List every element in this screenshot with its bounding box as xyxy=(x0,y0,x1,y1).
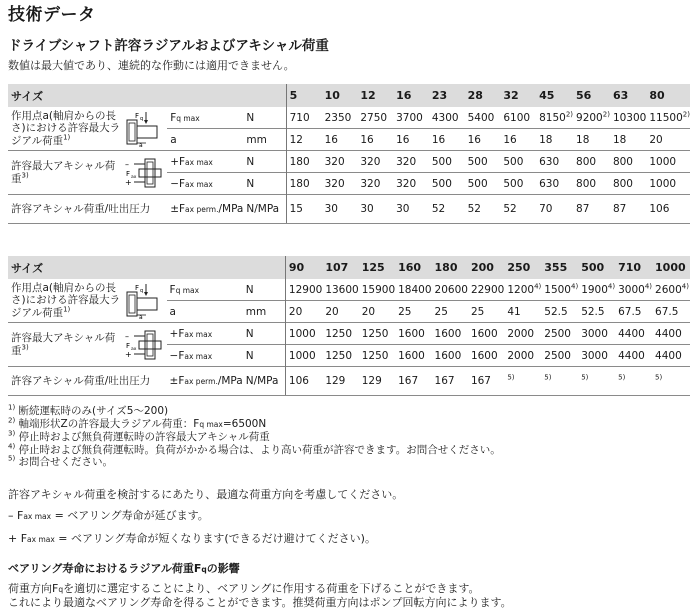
value-cell: 1900$^{4)}$ xyxy=(581,282,616,296)
value-cell: 106 xyxy=(285,367,322,396)
value-cell: 25 xyxy=(468,301,504,323)
value-cell: 25 xyxy=(432,301,468,323)
size-value: 107 xyxy=(322,256,358,279)
size-value: 32 xyxy=(500,84,536,107)
value-cell: 1600 xyxy=(395,345,431,367)
unit: N xyxy=(245,283,254,296)
size-value: 180 xyxy=(432,256,468,279)
value-cell: 20 xyxy=(322,301,358,323)
value-cell: 2000 xyxy=(504,323,541,345)
unit: N/MPa xyxy=(243,367,286,396)
value-cell: 1600 xyxy=(432,345,468,367)
row-label-axial-per-pressure: 許容アキシャル荷重/吐出圧力 xyxy=(8,195,167,224)
value-cell: 2350 xyxy=(324,111,352,124)
value-cell: 180 xyxy=(286,151,322,173)
value-cell: 15 xyxy=(286,195,322,224)
value-cell: 1500$^{4)}$ xyxy=(544,282,579,296)
size-value: 250 xyxy=(504,256,541,279)
symbol-fq-max: Fq max xyxy=(169,283,200,296)
value-cell: 11500$^{2)}$ xyxy=(649,110,690,124)
value-cell: 500 xyxy=(465,173,501,195)
value-cell: 500 xyxy=(500,173,536,195)
symbol-fax-perm: ±Fax perm./MPa xyxy=(167,195,243,224)
value-cell: 5) xyxy=(652,367,690,396)
value-cell: 52.5 xyxy=(578,301,615,323)
size-header: サイズ xyxy=(8,256,285,279)
value-cell: 800 xyxy=(610,173,646,195)
value-cell: 129 xyxy=(359,367,395,396)
value-cell: 800 xyxy=(573,173,610,195)
value-cell: 320 xyxy=(357,151,393,173)
value-cell: 8150$^{2)}$ xyxy=(539,110,574,124)
value-cell: 500 xyxy=(429,173,465,195)
size-value: 200 xyxy=(468,256,504,279)
axial-load-shaft-icon xyxy=(122,151,167,195)
value-cell: 800 xyxy=(610,151,646,173)
value-cell: 4300 xyxy=(431,111,459,124)
footnotes xyxy=(8,405,501,469)
size-value: 80 xyxy=(646,84,690,107)
value-cell: 18 xyxy=(573,129,610,151)
value-cell: 20 xyxy=(285,301,322,323)
value-cell: 320 xyxy=(322,173,358,195)
value-cell: 1000 xyxy=(646,173,690,195)
size-value: 12 xyxy=(357,84,393,107)
load-table-2 xyxy=(8,256,690,396)
value-cell: 320 xyxy=(357,173,393,195)
svg-text:ax: ax xyxy=(131,174,137,180)
value-cell: 5400 xyxy=(467,111,495,124)
value-cell: 5) xyxy=(504,367,541,396)
value-cell: 2600$^{4)}$ xyxy=(655,282,689,296)
value-cell: 30 xyxy=(393,195,429,224)
unit: N xyxy=(246,111,255,124)
symbol-minus-fax-max: −Fax max xyxy=(167,345,243,367)
value-cell: 13600 xyxy=(325,283,359,296)
value-cell: 67.5 xyxy=(615,301,652,323)
value-cell: 1200$^{4)}$ xyxy=(507,282,542,296)
value-cell: 1600 xyxy=(395,323,431,345)
value-cell: 87 xyxy=(573,195,610,224)
minus-axial-line: – Fax max = ベアリング寿命が延びます。 xyxy=(8,509,209,522)
value-cell: 5) xyxy=(541,367,578,396)
svg-text:–: – xyxy=(125,159,130,169)
size-value: 160 xyxy=(395,256,431,279)
value-cell: 180 xyxy=(286,173,322,195)
value-cell: 20 xyxy=(646,129,690,151)
footnote: $^{5)}$ お問合せください。 xyxy=(8,454,114,468)
value-cell: 16 xyxy=(465,129,501,151)
size-value: 90 xyxy=(285,256,322,279)
row-label-radial-load: 作用点a(軸肩からの長さ)における許容最大ラジアル荷重$^{1)}$ xyxy=(11,109,121,147)
svg-text:F: F xyxy=(125,341,130,350)
row-label-axial-per-pressure: 許容アキシャル荷重/吐出圧力 xyxy=(8,367,167,396)
value-cell: 4400 xyxy=(652,323,690,345)
value-cell: 5) xyxy=(578,367,615,396)
value-cell: 10300 xyxy=(612,111,647,124)
bearing-life-heading: ベアリング寿命におけるラジアル荷重Fqの影響 xyxy=(8,562,240,575)
radial-load-shaft-icon xyxy=(122,107,167,151)
value-cell: 800 xyxy=(573,151,610,173)
size-value: 1000 xyxy=(652,256,690,279)
value-cell: 1000 xyxy=(646,151,690,173)
load-table-1 xyxy=(8,84,690,224)
value-cell: 320 xyxy=(393,173,429,195)
size-value: 45 xyxy=(536,84,573,107)
intro-text: 数値は最大値であり、連続的な作動には適用できません。 xyxy=(8,59,295,72)
symbol-a: a xyxy=(167,129,243,151)
value-cell: 2000 xyxy=(504,345,541,367)
footnote: $^{4)}$ 停止時および無負荷運転時。負荷がかかる場合は、より高い荷重が許容できます。お問合せください。 xyxy=(8,442,501,456)
unit: N xyxy=(243,151,286,173)
section-title: ドライブシャフト許容ラジアルおよびアキシャル荷重 xyxy=(8,38,329,54)
symbol-a: a xyxy=(167,301,243,323)
value-cell: 20600 xyxy=(434,283,468,296)
symbol-fax-perm: ±Fax perm./MPa xyxy=(167,367,243,396)
value-cell: 6100 xyxy=(503,111,531,124)
value-cell: 22900 xyxy=(470,283,505,296)
bearing-paragraph-1: 荷重方向Fqを適切に選定することにより、ベアリングに作用する荷重を下げることができます。 xyxy=(8,582,480,595)
size-header: サイズ xyxy=(8,84,286,107)
value-cell: 52 xyxy=(500,195,536,224)
size-value: 355 xyxy=(541,256,578,279)
svg-text:a: a xyxy=(138,313,143,320)
value-cell: 1600 xyxy=(468,323,504,345)
value-cell: 16 xyxy=(357,129,393,151)
value-cell: 18 xyxy=(536,129,573,151)
value-cell: 1250 xyxy=(322,345,358,367)
value-cell: 710 xyxy=(286,107,322,129)
unit: mm xyxy=(243,129,286,151)
value-cell: 5) xyxy=(615,367,652,396)
svg-text:–: – xyxy=(124,331,129,341)
svg-text:q: q xyxy=(139,287,143,294)
row-label-axial-load: 許容最大アキシャル荷重$^{3)}$ xyxy=(8,151,122,195)
page-title: 技術データ xyxy=(8,5,96,25)
value-cell: 9200$^{2)}$ xyxy=(576,110,610,124)
value-cell: 167 xyxy=(395,367,431,396)
svg-text:+: + xyxy=(124,349,132,359)
value-cell: 1000 xyxy=(285,323,322,345)
bearing-paragraph-2: これにより最適なベアリング寿命を得ることができます。推奨荷重方向はポンプ回転方向によります。 xyxy=(8,596,512,609)
footnote: $^{2)}$ 軸端形状Zの許容最大ラジアル荷重：Fq max=6500N xyxy=(8,416,267,430)
svg-text:ax: ax xyxy=(130,346,137,352)
value-cell: 16 xyxy=(393,129,429,151)
value-cell: 500 xyxy=(429,151,465,173)
value-cell: 106 xyxy=(646,195,690,224)
value-cell: 1250 xyxy=(359,345,395,367)
value-cell: 3700 xyxy=(396,111,423,124)
value-cell: 52.5 xyxy=(541,301,578,323)
value-cell: 3000$^{4)}$ xyxy=(618,282,653,296)
unit: N xyxy=(243,323,286,345)
value-cell: 630 xyxy=(536,173,573,195)
symbol-plus-fax-max: +Fax max xyxy=(167,151,243,173)
value-cell: 1250 xyxy=(359,323,395,345)
value-cell: 1600 xyxy=(468,345,504,367)
value-cell: 25 xyxy=(395,301,431,323)
value-cell: 320 xyxy=(322,151,358,173)
footnote: $^{3)}$ 停止時および無負荷運転時の許容最大アキシャル荷重 xyxy=(8,429,270,443)
value-cell: 2500 xyxy=(541,323,578,345)
size-value: 10 xyxy=(322,84,358,107)
value-cell: 52 xyxy=(465,195,501,224)
svg-text:F: F xyxy=(135,111,140,120)
value-cell: 2500 xyxy=(541,345,578,367)
size-value: 16 xyxy=(393,84,429,107)
value-cell: 87 xyxy=(610,195,646,224)
size-value: 56 xyxy=(573,84,610,107)
symbol-plus-fax-max: +Fax max xyxy=(167,323,243,345)
value-cell: 16 xyxy=(429,129,465,151)
value-cell: 15900 xyxy=(361,283,396,296)
axial-note: 許容アキシャル荷重を検討するにあたり、最適な荷重方向を考慮してください。 xyxy=(8,488,404,501)
size-value: 28 xyxy=(465,84,501,107)
unit: N/MPa xyxy=(243,195,286,224)
value-cell: 167 xyxy=(468,367,504,396)
size-value: 23 xyxy=(429,84,465,107)
value-cell: 16 xyxy=(500,129,536,151)
value-cell: 3000 xyxy=(578,323,615,345)
value-cell: 3000 xyxy=(578,345,615,367)
value-cell: 12900 xyxy=(285,279,322,301)
size-value: 710 xyxy=(615,256,652,279)
svg-text:F: F xyxy=(126,169,131,178)
unit: N xyxy=(243,345,286,367)
row-label-axial-load: 許容最大アキシャル荷重$^{3)}$ xyxy=(8,323,122,367)
value-cell: 4400 xyxy=(652,345,690,367)
svg-text:+: + xyxy=(125,177,132,187)
row-label-radial-load: 作用点a(軸肩からの長さ)における許容最大ラジアル荷重$^{1)}$ xyxy=(11,281,121,319)
unit: mm xyxy=(243,301,286,323)
value-cell: 18400 xyxy=(398,283,432,296)
value-cell: 500 xyxy=(500,151,536,173)
value-cell: 70 xyxy=(536,195,573,224)
size-value: 63 xyxy=(610,84,646,107)
value-cell: 16 xyxy=(322,129,358,151)
value-cell: 1250 xyxy=(322,323,358,345)
symbol-minus-fax-max: −Fax max xyxy=(167,173,243,195)
svg-text:a: a xyxy=(139,141,143,148)
value-cell: 630 xyxy=(536,151,573,173)
value-cell: 20 xyxy=(359,301,395,323)
value-cell: 12 xyxy=(286,129,322,151)
footnote: $^{1)}$ 断続運転時のみ(サイズ5～200) xyxy=(8,403,169,417)
unit: N xyxy=(243,173,286,195)
value-cell: 1000 xyxy=(285,345,322,367)
value-cell: 2750 xyxy=(360,111,388,124)
value-cell: 18 xyxy=(610,129,646,151)
value-cell: 320 xyxy=(393,151,429,173)
radial-load-shaft-icon xyxy=(122,279,167,323)
svg-text:q: q xyxy=(140,115,144,122)
symbol-fq-max: Fq max xyxy=(170,111,200,124)
value-cell: 4400 xyxy=(615,323,652,345)
value-cell: 129 xyxy=(322,367,358,396)
value-cell: 67.5 xyxy=(652,301,690,323)
size-value: 125 xyxy=(359,256,395,279)
value-cell: 500 xyxy=(465,151,501,173)
value-cell: 30 xyxy=(357,195,393,224)
value-cell: 167 xyxy=(432,367,468,396)
value-cell: 4400 xyxy=(615,345,652,367)
size-value: 500 xyxy=(578,256,615,279)
svg-text:F: F xyxy=(134,283,139,292)
value-cell: 30 xyxy=(322,195,358,224)
plus-axial-line: + Fax max = ベアリング寿命が短くなります(できるだけ避けてください)。 xyxy=(8,532,376,545)
size-value: 5 xyxy=(286,84,322,107)
axial-load-shaft-icon xyxy=(122,323,167,367)
value-cell: 1600 xyxy=(432,323,468,345)
value-cell: 41 xyxy=(504,301,541,323)
value-cell: 52 xyxy=(429,195,465,224)
